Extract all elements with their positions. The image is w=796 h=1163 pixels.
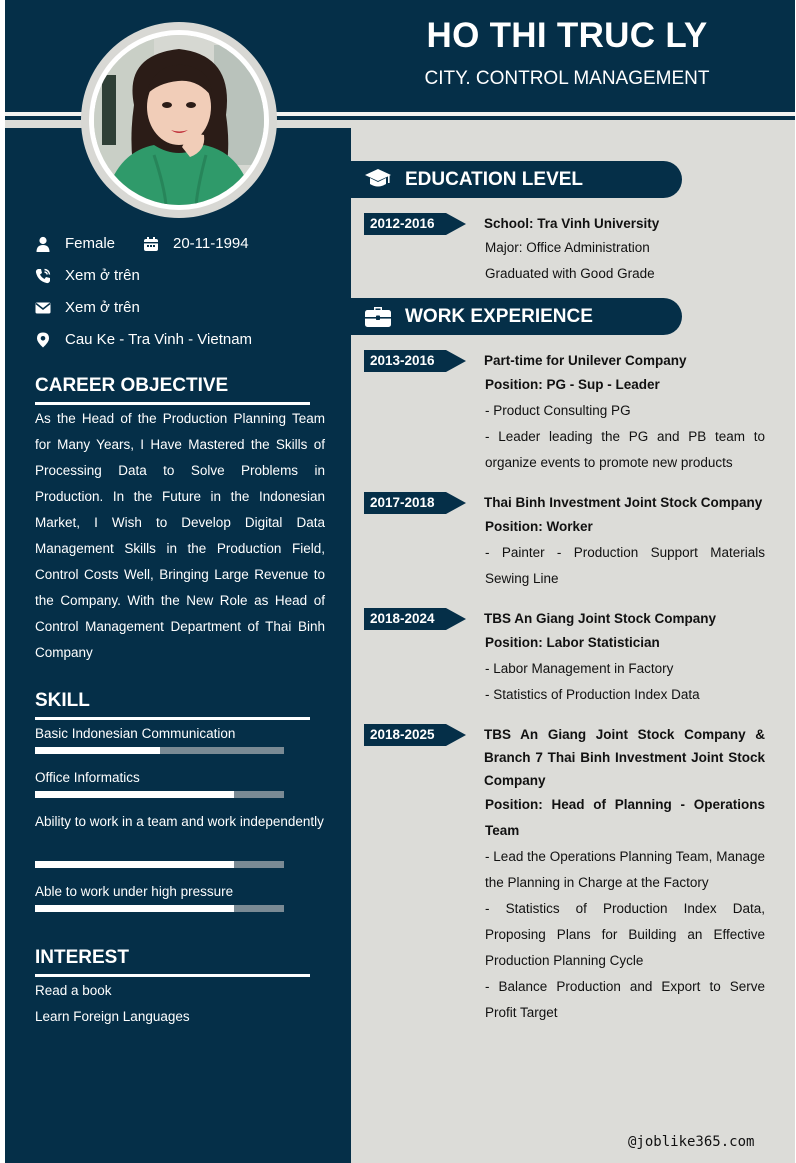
- education-title: EDUCATION LEVEL: [405, 169, 584, 190]
- skill-label: Ability to work in a team and work independently: [35, 814, 324, 829]
- job-period-tag: [364, 724, 468, 746]
- job-title: CITY. CONTROL MANAGEMENT: [424, 68, 710, 89]
- birthday-value: 20-11-1994: [173, 235, 249, 252]
- work-title: WORK EXPERIENCE: [405, 306, 593, 327]
- job-period-tag: [364, 350, 468, 372]
- calendar-icon: [143, 236, 159, 252]
- skill-bar-fill: [35, 905, 234, 912]
- interest-item: Read a book: [35, 983, 112, 998]
- job-entry: [484, 349, 765, 476]
- job-position: Position: PG - Sup - Leader: [485, 377, 660, 392]
- address-value: Cau Ke - Tra Vinh - Vietnam: [65, 331, 253, 348]
- interest-item: Learn Foreign Languages: [35, 1009, 190, 1024]
- skill-bar-fill: [35, 747, 160, 754]
- cv-page: [5, 0, 795, 1163]
- skill-bar-fill: [35, 861, 234, 868]
- education-period: 2012-2016: [370, 216, 435, 231]
- job-duty: - Lead the Operations Planning Team, Manage the Planning in Charge at the Factory: [485, 849, 765, 890]
- job-duty: - Labor Management in Factory: [485, 661, 674, 676]
- job-entry: [484, 723, 765, 1026]
- skill-label: Basic Indonesian Communication: [35, 726, 236, 741]
- job-company: Part-time for Unilever Company: [484, 353, 687, 368]
- job-company: Thai Binh Investment Joint Stock Company: [484, 495, 763, 510]
- interest-title: INTEREST: [35, 947, 129, 968]
- candidate-name: HO THI TRUC LY: [426, 16, 708, 55]
- work-heading: [351, 298, 682, 335]
- job-entry: [484, 607, 765, 708]
- education-heading: [351, 161, 682, 198]
- briefcase-icon: [365, 304, 391, 328]
- job-period-tag: [364, 608, 468, 630]
- education-school: School: Tra Vinh University: [484, 216, 660, 231]
- job-period-tag: [364, 492, 468, 514]
- skill-bar: [35, 791, 284, 798]
- job-position: Position: Head of Planning - Operations Team: [485, 797, 765, 838]
- job-company: TBS An Giang Joint Stock Company: [484, 611, 717, 626]
- job-position: Position: Worker: [485, 519, 593, 534]
- skill-title: SKILL: [35, 690, 90, 711]
- skill-bar-fill: [35, 791, 234, 798]
- gender-value: Female: [65, 235, 116, 252]
- job-period: 2018-2024: [370, 611, 435, 626]
- job-duty: - Statistics of Production Index Data: [485, 687, 700, 702]
- education-grade: Graduated with Good Grade: [485, 266, 655, 281]
- skill-underline: [35, 717, 310, 720]
- career-objective-text: As the Head of the Production Planning Team for Many Years, I Have Mastered the Skills of Processing Data to Solve Problems in Production. In the Future in the Indonesian Market, I Wish to Develop Digital Data Management Skills in the Production Field, Control Costs Well, Bringing Large Revenue to the Company. With the New Role as Head of Control Management Department of Thai Binh Company: [35, 411, 325, 660]
- user-icon: [35, 236, 51, 252]
- phone-value: Xem ở trên: [65, 267, 140, 284]
- mail-icon: [35, 300, 51, 316]
- job-duty: - Balance Production and Export to Serve Profit Target: [485, 979, 765, 1020]
- education-entry: [484, 212, 765, 287]
- profile-photo: [94, 35, 264, 205]
- location-icon: [35, 332, 51, 348]
- skill-bar: [35, 905, 284, 912]
- job-period: 2017-2018: [370, 495, 435, 510]
- job-duty: - Statistics of Production Index Data, Proposing Plans for Building an Effective Production Planning Cycle: [485, 901, 765, 968]
- job-period: 2013-2016: [370, 353, 435, 368]
- job-position: Position: Labor Statistician: [485, 635, 660, 650]
- skill-label: Office Informatics: [35, 770, 140, 785]
- job-duty: - Leader leading the PG and PB team to organize events to promote new products: [485, 429, 765, 470]
- education-major: Major: Office Administration: [485, 240, 650, 255]
- site-credit: @joblike365.com: [628, 1134, 755, 1150]
- skill-bar: [35, 747, 284, 754]
- email-value: Xem ở trên: [65, 299, 140, 316]
- job-period: 2018-2025: [370, 727, 435, 742]
- career-objective-title: CAREER OBJECTIVE: [35, 375, 229, 396]
- job-duty: - Product Consulting PG: [485, 403, 631, 418]
- skill-label: Able to work under high pressure: [35, 884, 234, 899]
- job-duty: - Painter - Production Support Materials Sewing Line: [485, 545, 765, 586]
- job-entry: [484, 491, 765, 592]
- education-period-tag: [364, 213, 468, 235]
- job-company: TBS An Giang Joint Stock Company & Branch 7 Thai Binh Investment Joint Stock Company: [484, 727, 765, 788]
- graduation-cap-icon: [365, 167, 391, 191]
- skill-bar: [35, 861, 284, 868]
- interest-underline: [35, 974, 310, 977]
- phone-icon: [35, 268, 51, 284]
- career-objective-underline: [35, 402, 310, 405]
